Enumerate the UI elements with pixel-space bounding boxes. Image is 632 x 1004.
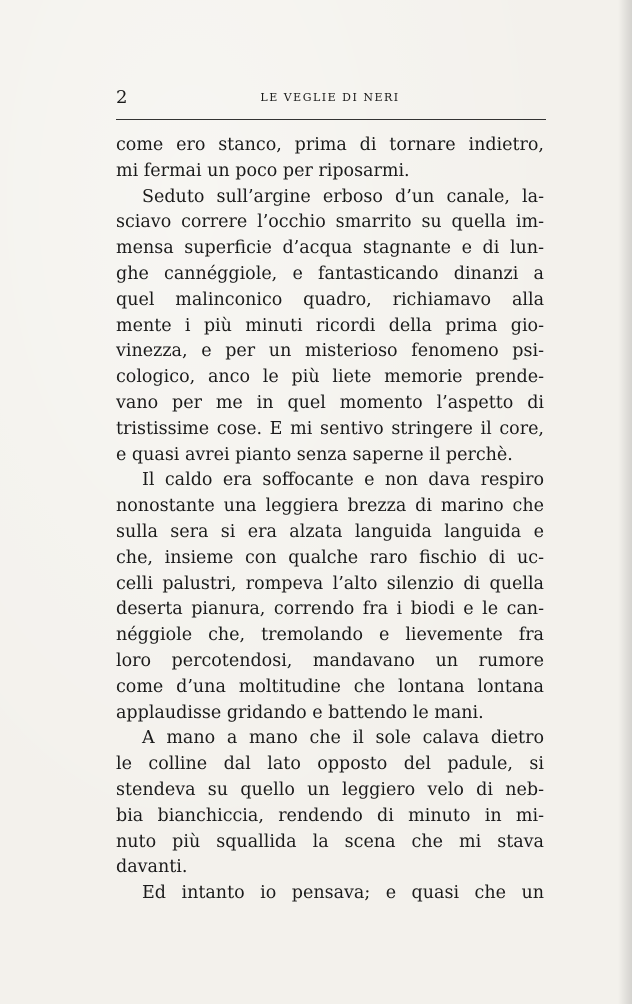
text-line: vano per me in quel momento l’aspetto di bbox=[116, 392, 544, 413]
text-line: mensa superficie d’acqua stagnante e di lun- bbox=[116, 238, 544, 259]
text-line: Il caldo era soffocante e non dava respiro bbox=[142, 470, 544, 491]
text-line: che, insieme con qualche raro fischio di uc- bbox=[116, 547, 544, 568]
text-line: e quasi avrei pianto senza saperne il perchè. bbox=[116, 444, 513, 465]
header-rule bbox=[116, 119, 546, 120]
text-line: vinezza, e per un misterioso fenomeno psi- bbox=[116, 341, 544, 362]
page-header bbox=[116, 86, 544, 110]
text-line: tristissime cose. E mi sentivo stringere il core, bbox=[116, 418, 544, 439]
text-line: come d’una moltitudine che lontana lontana bbox=[116, 676, 544, 697]
text-line: stendeva su quello un leggiero velo di neb- bbox=[116, 779, 544, 800]
text-line: loro percotendosi, mandavano un rumore bbox=[116, 650, 544, 671]
text-line: celli palustri, rompeva l’alto silenzio di quella bbox=[116, 573, 544, 594]
text-line: nonostante una leggiera brezza di marino che bbox=[116, 496, 544, 517]
text-line: mi fermai un poco per riposarmi. bbox=[116, 160, 410, 181]
text-line: sciavo correre l’occhio smarrito su quella im- bbox=[116, 212, 544, 233]
text-line: le colline dal lato opposto del padule, si bbox=[116, 754, 544, 775]
page-number: 2 bbox=[116, 87, 128, 108]
text-line: A mano a mano che il sole calava dietro bbox=[142, 728, 544, 749]
text-line: Ed intanto io pensava; e quasi che un bbox=[142, 883, 544, 904]
text-line: deserta pianura, correndo fra i biodi e le can- bbox=[116, 599, 544, 620]
page-edge-shadow bbox=[618, 0, 632, 1004]
text-line: Seduto sull’argine erboso d’un canale, la- bbox=[142, 186, 544, 207]
text-line: come ero stanco, prima di tornare indietro, bbox=[116, 135, 544, 155]
text-line: cologico, anco le più liete memorie prende- bbox=[116, 367, 544, 388]
text-line: sulla sera si era alzata languida languida e bbox=[116, 521, 544, 542]
text-line: mente i più minuti ricordi della prima gio- bbox=[116, 315, 544, 336]
body-text bbox=[116, 133, 544, 907]
text-line: quel malinconico quadro, richiamavo alla bbox=[116, 289, 544, 310]
text-line: bia bianchiccia, rendendo di minuto in mi- bbox=[116, 805, 544, 826]
text-line: nuto più squallida la scena che mi stava bbox=[116, 831, 544, 852]
text-line: néggiole che, tremolando e lievemente fra bbox=[116, 625, 544, 646]
text-line: davanti. bbox=[116, 857, 188, 878]
text-line: ghe cannéggiole, e fantasticando dinanzi a bbox=[116, 263, 544, 284]
text-line: applaudisse gridando e battendo le mani. bbox=[116, 702, 484, 723]
running-head: LE VEGLIE DI NERI bbox=[260, 91, 400, 104]
